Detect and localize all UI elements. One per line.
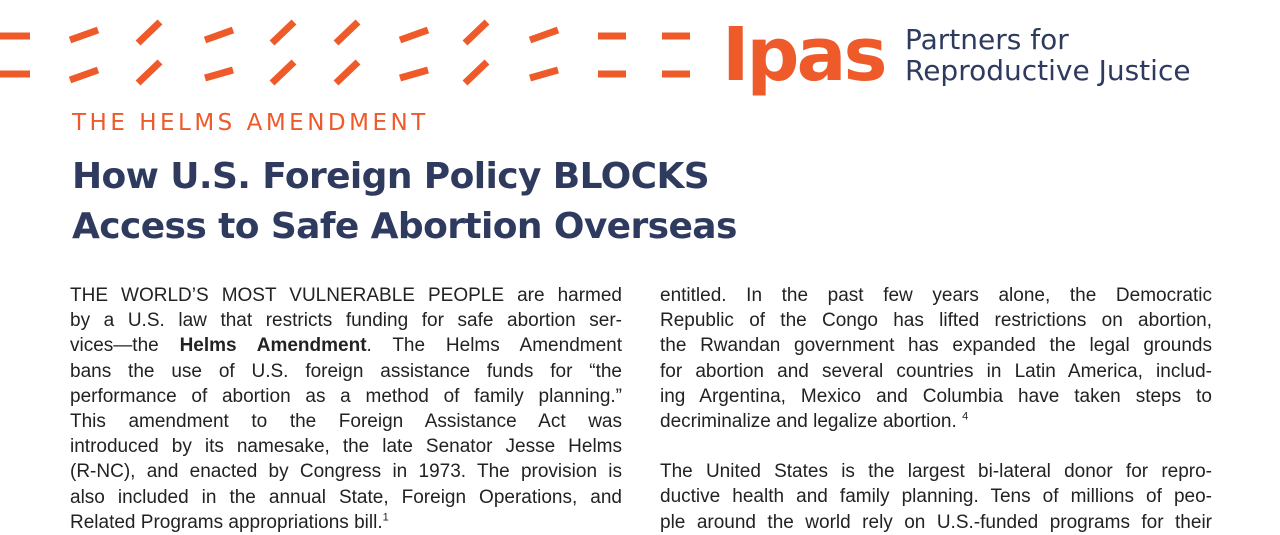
body-line: This amendment to the Foreign Assistance Act was	[70, 411, 622, 433]
body-line: ductive health and family planning. Tens of millions of peo-	[660, 486, 1212, 508]
logo-tagline	[905, 24, 1191, 86]
footnote-ref: 1	[382, 511, 389, 524]
body-line: vices—the Helms Amendment. The Helms Amendment	[70, 335, 622, 357]
page-title	[72, 152, 737, 252]
body-line: performance of abortion as a method of family planning.”	[70, 385, 622, 407]
helms-amendment-bold: Helms Amendment	[179, 335, 367, 357]
title-line-2: Access to Safe Abortion Overseas	[72, 206, 737, 247]
body-line: for abortion and several countries in Latin America, includ-	[660, 360, 1212, 382]
tagline-line-1: Partners for	[905, 23, 1069, 56]
body-line: the Rwandan government has expanded the legal grounds	[660, 335, 1212, 357]
body-line: by a U.S. law that restricts funding for safe abortion ser-	[70, 310, 622, 332]
body-line: bans the use of U.S. foreign assistance funds for “the	[70, 360, 622, 382]
body-line: THE WORLD’S MOST VULNERABLE PEOPLE are harmed	[70, 285, 622, 306]
section-kicker: THE HELMS AMENDMENT	[72, 110, 429, 136]
title-line-1: How U.S. Foreign Policy BLOCKS	[72, 156, 710, 197]
left-column	[70, 283, 622, 535]
body-line: introduced by its namesake, the late Senator Jesse Helms	[70, 436, 622, 458]
decorative-dash-pattern	[0, 0, 720, 100]
body-line: ple around the world rely on U.S.-funded programs for their	[660, 511, 1212, 533]
body-line: (R-NC), and enacted by Congress in 1973. The provision is	[70, 461, 622, 483]
body-line: The United States is the largest bi-lateral donor for repro-	[660, 461, 1212, 483]
body-line: Related Programs appropriations bill.$^1$	[70, 511, 389, 533]
body-line: entitled. In the past few years alone, the Democratic	[660, 285, 1212, 306]
body-line: Republic of the Congo has lifted restrictions on abortion,	[660, 310, 1212, 332]
right-column	[660, 283, 1212, 535]
body-line: also included in the annual State, Foreign Operations, and	[70, 486, 622, 508]
footnote-ref: 4	[962, 410, 969, 423]
ipas-logo: Ipas	[722, 12, 885, 98]
body-line: decriminalize and legalize abortion. $^4$	[660, 410, 969, 433]
body-line: ing Argentina, Mexico and Columbia have taken steps to	[660, 385, 1212, 407]
tagline-line-2: Reproductive Justice	[905, 54, 1191, 87]
